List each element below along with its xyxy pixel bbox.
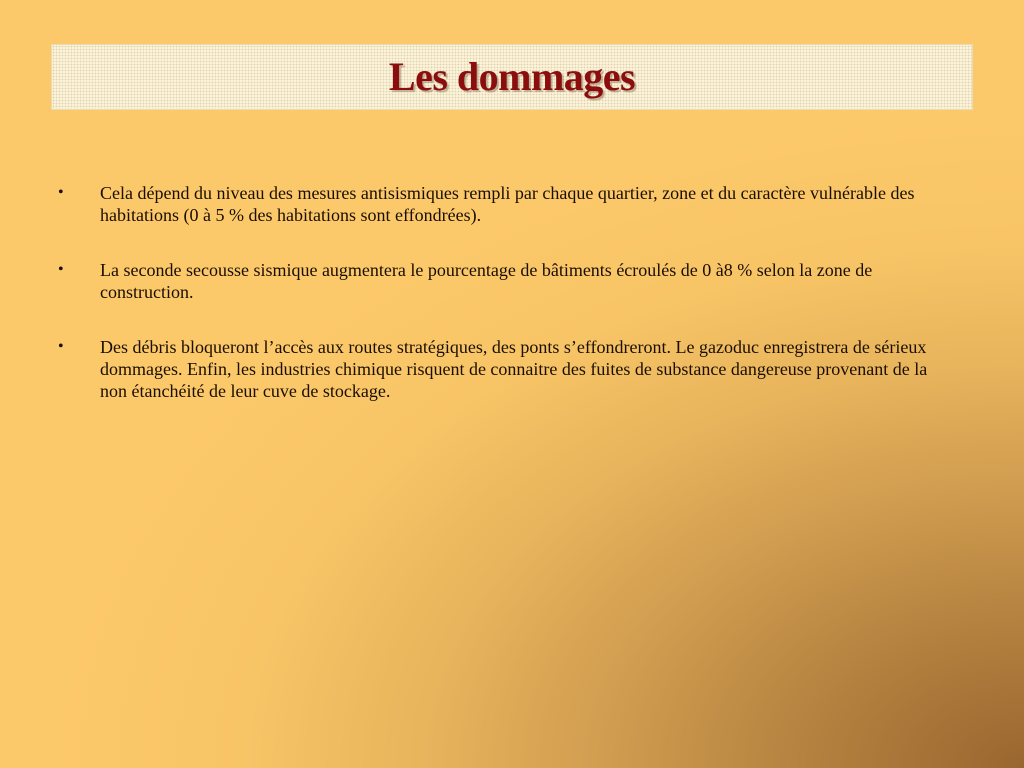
title-bar [51, 44, 973, 110]
bullet-dot-icon: • [58, 184, 64, 201]
bullet-text: Des débris bloqueront l’accès aux routes stratégiques, des ponts s’effondreront. Le gazoduc enregistrera de sérieux dommages. Enfin, les industries chimique risquent de connaitre des fuites de substance dangereuse provenant de la non étanchéité de leur cuve de stockage. [100, 337, 928, 401]
bullet-dot-icon: • [58, 338, 64, 355]
bullet-item [58, 336, 958, 402]
bullet-item [58, 259, 958, 303]
bullet-text: La seconde secousse sismique augmentera le pourcentage de bâtiments écroulés de 0 à8 % selon la zone de construction. [100, 260, 873, 302]
bullet-item [58, 182, 958, 226]
slide-title: Les dommages [388, 54, 636, 99]
bullet-dot-icon: • [58, 261, 64, 278]
bullet-text: Cela dépend du niveau des mesures antisismiques rempli par chaque quartier, zone et du caractère vulnérable des habitations (0 à 5 % des habitations sont effondrées). [100, 183, 915, 225]
bullet-list [58, 182, 958, 435]
